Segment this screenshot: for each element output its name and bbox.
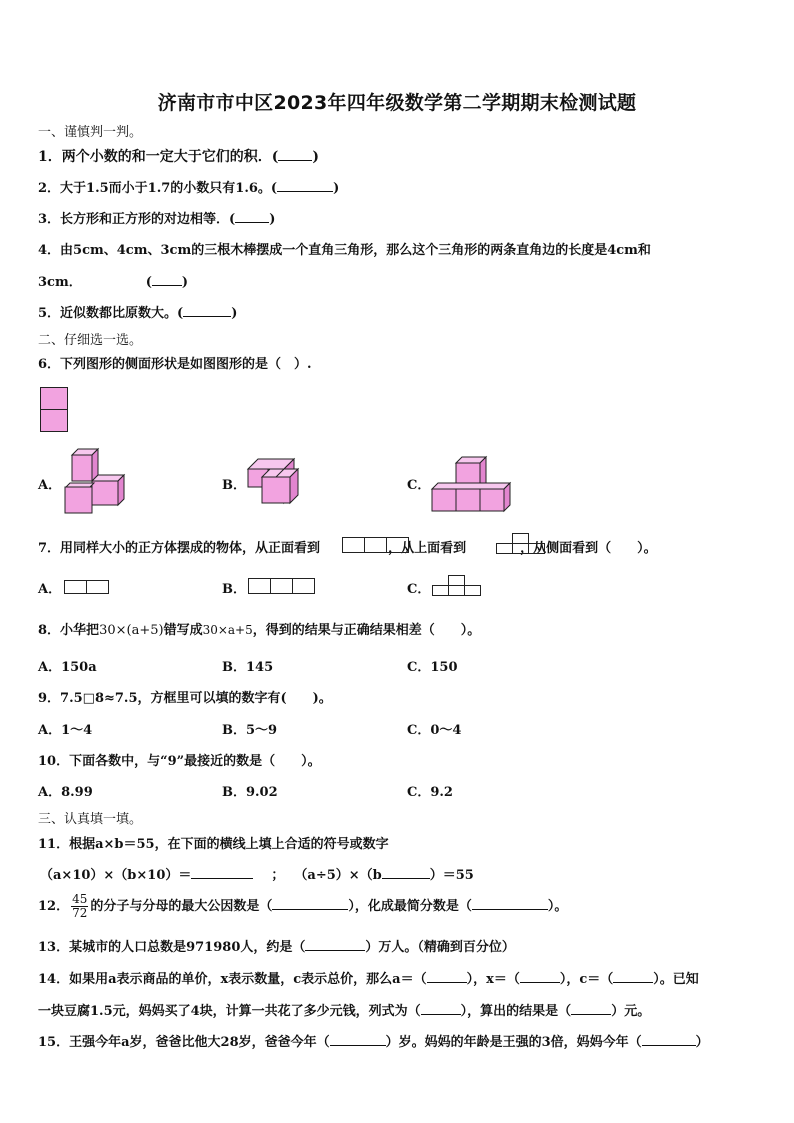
- question-11-line2: [40, 864, 474, 883]
- q14-text-b: ），x＝（: [466, 972, 520, 987]
- q12-text-c: ）。: [547, 899, 568, 914]
- q14-text-line2-c: ）元。: [611, 1004, 651, 1019]
- q9-option-b[interactable]: B．5～9: [222, 723, 278, 738]
- q5-text: 近似数都比原数大。(: [60, 306, 184, 321]
- q14-text-d: ）。已知: [653, 972, 699, 987]
- q13-text-a: 某城市的人口总数是971980人，约是（: [69, 940, 306, 955]
- q14-text-line2-a: 一块豆腐1.5元，妈妈买了4块，计算一共花了多少元钱，列式为（: [38, 1004, 421, 1019]
- section-2-heading: 二、仔细选一选。: [38, 333, 143, 348]
- q6-text: 下列图形的侧面形状是如图图形的是（ ）.: [60, 357, 312, 372]
- question-5: [38, 302, 237, 321]
- page-title: 济南市市中区2023年四年级数学第二学期期末检测试题: [157, 92, 637, 114]
- question-9: [38, 687, 332, 706]
- q7-text-b: ，从上面看到: [388, 541, 467, 556]
- q8-text-a: 小华把: [60, 623, 100, 638]
- q4-paren: ): [181, 275, 189, 290]
- q2-number: 2．: [38, 181, 61, 196]
- q12-answer-blank-2[interactable]: [472, 897, 548, 910]
- q6-option-c-cubes: [432, 455, 514, 513]
- q14-answer-blank-4[interactable]: [421, 1002, 461, 1015]
- q9-number: 9．: [38, 691, 61, 706]
- q2-paren: ): [333, 181, 340, 196]
- q6-option-b-label[interactable]: B．: [222, 478, 246, 493]
- q6-number: 6．: [38, 357, 61, 372]
- q12-fraction-numerator: 45: [72, 892, 88, 906]
- q9-text: 7.5□8≈7.5，方框里可以填的数字有( )。: [60, 691, 332, 706]
- q10-text: 下面各数中，与“9”最接近的数是（ ）。: [69, 754, 321, 769]
- q12-text-b: ），化成最简分数是（: [348, 899, 472, 914]
- q4-number: 4．: [38, 243, 61, 258]
- question-14-line2: [38, 1000, 650, 1019]
- q6-option-b-cubes: [246, 457, 306, 509]
- q11-text: 根据a×b＝55，在下面的横线上填上合适的符号或数字: [69, 837, 389, 852]
- q1-paren: ): [312, 149, 319, 165]
- q11-separator: ；: [271, 868, 285, 883]
- q1-number: 1．: [38, 149, 62, 165]
- q2-answer-blank[interactable]: [277, 179, 333, 192]
- q10-option-a[interactable]: A．8.99: [38, 785, 93, 800]
- q11-expression-2: （a÷5）×（b: [294, 868, 382, 883]
- question-10: [38, 750, 321, 769]
- q11-answer-blank-2[interactable]: [382, 866, 430, 879]
- q7-option-c-label[interactable]: C．: [407, 582, 431, 597]
- q8-expression-correct: 30×(a+5): [99, 623, 164, 638]
- q12-fraction: [71, 893, 88, 920]
- q14-number: 14．: [38, 972, 70, 987]
- q8-number: 8．: [38, 623, 61, 638]
- q15-text-c: ）: [695, 1035, 709, 1050]
- q12-number: 12．: [38, 899, 70, 914]
- q14-answer-blank-1[interactable]: [427, 970, 467, 983]
- q10-option-c[interactable]: C．9.2: [407, 785, 453, 800]
- q3-number: 3．: [38, 212, 61, 227]
- q14-text-a: 如果用a表示商品的单价，x表示数量，c表示总价，那么a＝（: [69, 972, 427, 987]
- q4-paren-open: (: [145, 275, 152, 290]
- q9-option-a[interactable]: A．1～4: [38, 723, 93, 738]
- q8-text-b: 错写成: [163, 623, 203, 638]
- question-15: [38, 1031, 709, 1050]
- q7-option-a-figure: [64, 580, 110, 595]
- section-3-heading: 三、认真填一填。: [38, 812, 143, 827]
- question-14: [38, 968, 699, 987]
- q7-front-view-figure: [342, 537, 410, 555]
- q7-option-a-label[interactable]: A．: [38, 582, 62, 597]
- q7-text-a: 用同样大小的正方体摆成的物体，从正面看到: [60, 541, 321, 556]
- q15-answer-blank-2[interactable]: [642, 1033, 696, 1046]
- q14-text-line2-b: ），算出的结果是（: [460, 1004, 572, 1019]
- question-1: [38, 146, 319, 166]
- question-4: [38, 239, 651, 258]
- q8-option-b[interactable]: B．145: [222, 660, 274, 675]
- q8-option-c[interactable]: C．150: [407, 660, 458, 675]
- q8-expression-wrong: 30×a+5: [202, 623, 253, 637]
- q8-option-a[interactable]: A．150a: [38, 660, 97, 675]
- q3-answer-blank[interactable]: [235, 210, 269, 223]
- question-3: [38, 208, 275, 227]
- q2-text: 大于1.5而小于1.7的小数只有1.6。(: [60, 181, 278, 196]
- q7-option-b-figure: [248, 578, 316, 595]
- q7-top-view-figure: [496, 533, 548, 555]
- question-4-line2: [38, 271, 188, 290]
- q15-answer-blank-1[interactable]: [330, 1033, 386, 1046]
- q3-text: 长方形和正方形的对边相等．(: [60, 212, 236, 227]
- q6-option-a-cubes: [62, 449, 128, 515]
- q15-text-b: ）岁。妈妈的年龄是王强的3倍，妈妈今年（: [385, 1035, 642, 1050]
- q7-option-b-label[interactable]: B．: [222, 582, 246, 597]
- q5-paren: ): [231, 306, 238, 321]
- question-13: [38, 936, 515, 955]
- q7-text-c: ，从侧面看到（ ）。: [520, 541, 657, 556]
- q14-answer-blank-5[interactable]: [571, 1002, 611, 1015]
- q6-side-view-figure: [40, 387, 70, 433]
- q4-text-line2: 3cm．: [38, 275, 82, 290]
- q11-number: 11．: [38, 837, 70, 852]
- q11-expression-2-end: ）＝55: [429, 868, 474, 883]
- q5-answer-blank[interactable]: [183, 304, 231, 317]
- q3-paren: ): [269, 212, 276, 227]
- q6-option-a-label[interactable]: A．: [38, 478, 62, 493]
- q5-number: 5．: [38, 306, 61, 321]
- q7-number: 7．: [38, 541, 61, 556]
- question-6: [38, 353, 312, 372]
- q4-answer-blank[interactable]: [152, 273, 182, 286]
- q13-text-b: ）万人。（精确到百分位）: [365, 940, 515, 955]
- q14-answer-blank-2[interactable]: [520, 970, 560, 983]
- q11-expression-1: （a×10）×（b×10）＝: [40, 868, 192, 883]
- q15-text-a: 王强今年a岁，爸爸比他大28岁，爸爸今年（: [69, 1035, 330, 1050]
- q11-answer-blank-1[interactable]: [191, 866, 253, 879]
- q12-answer-blank-1[interactable]: [272, 897, 348, 910]
- question-12: [38, 888, 567, 926]
- q14-text-c: ），c＝（: [559, 972, 614, 987]
- q15-number: 15．: [38, 1035, 70, 1050]
- q14-answer-blank-3[interactable]: [613, 970, 653, 983]
- q9-option-c[interactable]: C．0～4: [407, 723, 462, 738]
- q12-fraction-denominator: 72: [72, 906, 88, 920]
- q4-text: 由5cm、4cm、3cm的三根木棒摆成一个直角三角形，那么这个三角形的两条直角边的长度是4cm和: [60, 243, 651, 258]
- q13-number: 13．: [38, 940, 70, 955]
- question-11: [38, 833, 389, 852]
- question-8: [38, 619, 480, 638]
- q12-text-a: 的分子与分母的最大公因数是（: [90, 899, 273, 914]
- q6-option-c-label[interactable]: C．: [407, 478, 431, 493]
- q1-text: 两个小数的和一定大于它们的积．(: [61, 149, 279, 165]
- q10-option-b[interactable]: B．9.02: [222, 785, 278, 800]
- q1-answer-blank[interactable]: [278, 148, 312, 161]
- q10-number: 10．: [38, 754, 70, 769]
- question-2: [38, 177, 339, 196]
- q8-text-c: ，得到的结果与正确结果相差（ ）。: [252, 623, 481, 638]
- section-1-heading: 一、谨慎判一判。: [38, 125, 143, 140]
- q7-option-c-figure: [432, 575, 484, 597]
- q13-answer-blank[interactable]: [305, 938, 365, 951]
